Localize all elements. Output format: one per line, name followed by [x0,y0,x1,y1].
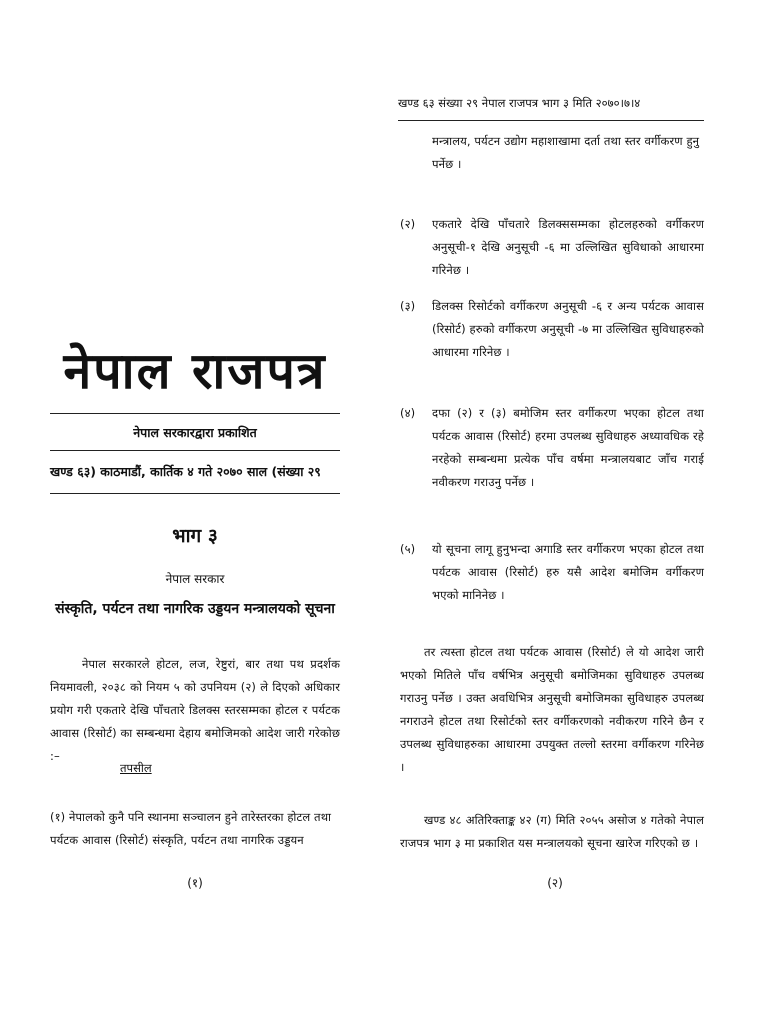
page-number-left: (१) [187,876,203,890]
item-number: (२) [400,217,416,231]
item-text: दफा (२) र (३) बमोजिम स्तर वर्गीकरण भएका होटल तथा पर्यटक आवास (रिसोर्ट) हरमा उपलब्ध सुविधाहरु अध्यावधिक रहे नरहेको सम्बन्धमा प्रत्येक पाँच वर्षमा मन्त्रालयबाट जाँच गराई नवीकरण गराउनु पर्नेछ । [432,406,704,489]
schedule-heading: तपसील [120,761,152,775]
item-text: डिलक्स रिसोर्टको वर्गीकरण अनुसूची -६ र अन्य पर्यटक आवास (रिसोर्ट) हरुको वर्गीकरण अनुसूची -७ मा उल्लिखित सुविधाहरुको आधारमा गरिनेछ । [432,299,704,359]
item-number: (३) [400,299,416,313]
masthead-rule [50,413,340,414]
page-number-right: (२) [547,876,563,890]
gazette-masthead: नेपाल राजपत्र [63,341,327,400]
item-3 [400,295,704,364]
item-text: यो सूचना लागू हुनुभन्दा अगाडि स्तर वर्गीकरण भएका होटल तथा पर्यटक आवास (रिसोर्ट) हरु यसै आदेश बमोजिम वर्गीकरण भएको मानिनेछ । [432,542,704,602]
item-number: (४) [400,406,416,420]
notice-title: संस्कृति, पर्यटन तथा नागरिक उड्डयन मन्त्रालयको सूचना [55,601,335,617]
item-number: (५) [400,542,416,556]
publisher-rule [50,450,340,451]
header-rule [398,120,704,121]
item-4 [400,402,704,494]
item-5 [400,538,704,607]
publisher-line: नेपाल सरकारद्वारा प्रकाशित [133,425,257,440]
proviso-paragraph: तर त्यस्ता होटल तथा पर्यटक आवास (रिसोर्ट) ले यो आदेश जारी भएको मितिले पाँच वर्षभित्र अनुसूची बमोजिमका सुविधाहरु उपलब्ध गराउनु पर्नेछ । उक्त अवधिभित्र अनुसूची बमोजिमका सुविधाहरु उपलब्ध नगराउने होटल तथा रिसोर्टको स्तर वर्गीकरणको नवीकरण गरिने छैन र उपलब्ध सुविधाहरुका आधारमा उपयुक्त तल्लो स्तरमा वर्गीकरण गरिनेछ । [400,645,704,774]
government-line: नेपाल सरकार [165,572,225,586]
intro-paragraph: नेपाल सरकारले होटल, लज, रेष्टुरां, बार तथा पथ प्रदर्शक नियमावली, २०३८ को नियम ५ को उपनियम (२) ले दिएको अधिकार प्रयोग गरी एकतारे देखि पाँचतारे डिलक्स स्तरसम्मका होटल र पर्यटक आवास (रिसोर्ट) का सम्बन्धमा देहाय बमोजिमको आदेश जारी गरेकोछ :– [50,657,340,763]
repeal-paragraph: खण्ड ४८ अतिरिक्ताङ्क ४२ (ग) मिति २०५५ असोज ४ गतेको नेपाल राजपत्र भाग ३ मा प्रकाशित यस मन्त्रालयको सूचना खारेज गरिएको छ । [400,813,704,850]
item-1: (१) नेपालको कुनै पनि स्थानमा सञ्चालन हुने तारेस्तरका होटल तथा पर्यटक आवास (रिसोर्ट) संस्कृति, पर्यटन तथा नागरिक उड्डयन [50,810,332,847]
item-2 [400,213,704,282]
continuation-paragraph: मन्त्रालय, पर्यटन उद्योग महाशाखामा दर्ता तथा स्तर वर्गीकरण हुनु पर्नेछ । [432,134,700,171]
item-text: एकतारे देखि पाँचतारे डिलक्ससम्मका होटलहरुको वर्गीकरण अनुसूची-१ देखि अनुसूची -६ मा उल्लिखित सुविधाको आधारमा गरिनेछ । [432,217,704,277]
issue-line: खण्ड ६३) काठमाडौं, कार्तिक ४ गते २०७० साल (संख्या २९ [50,464,321,479]
running-header: खण्ड ६३ संख्या २९ नेपाल राजपत्र भाग ३ मिति २०७०।७।४ [398,96,641,110]
issue-rule [50,493,340,494]
part-heading: भाग ३ [172,525,218,547]
